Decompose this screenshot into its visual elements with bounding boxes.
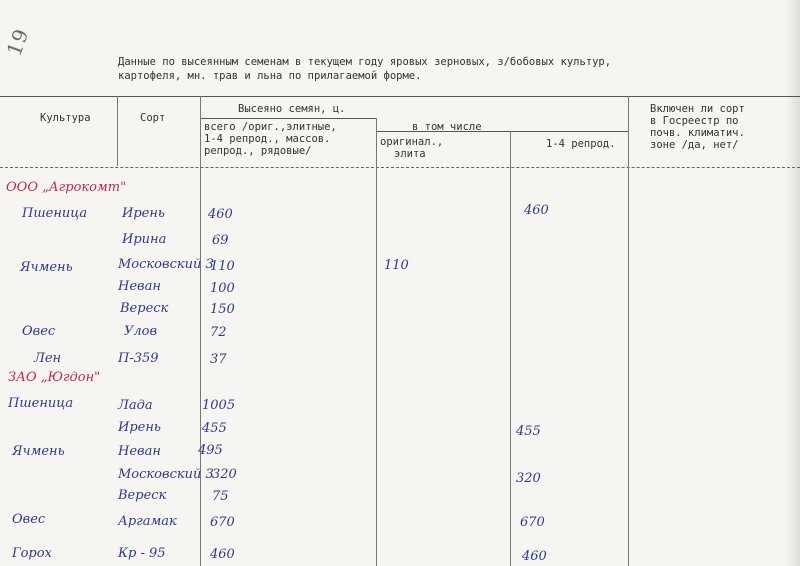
header-original-line-2: элита [394, 148, 426, 160]
row-3-variety: Московский 3 [118, 257, 214, 272]
row-7-total: 37 [210, 352, 227, 367]
row-11-variety: Московский 3 [118, 467, 214, 482]
row-7-culture: Лен [34, 351, 62, 366]
title-line-1: Данные по высеянным семенам в текущем году яровых зерновых, з/бобовых культур, [118, 56, 612, 68]
row-1-repro: 460 [524, 203, 549, 218]
row-11-repro: 320 [516, 471, 541, 486]
row-10-culture: Ячмень [12, 444, 65, 459]
col-divider-2 [200, 96, 201, 566]
row-6-culture: Овес [22, 324, 56, 339]
header-total-line-1: всего /ориг.,элитные, [204, 121, 337, 133]
table-top-rule [0, 96, 800, 97]
header-registry-line-3: почв. климатич. [650, 127, 745, 139]
org-name-1: ООО „Агрокомт" [6, 180, 127, 195]
row-10-total: 495 [198, 443, 223, 458]
row-14-culture: Горох [12, 546, 52, 561]
row-9-repro: 455 [516, 424, 541, 439]
row-4-total: 100 [210, 281, 235, 296]
row-14-total: 460 [210, 547, 235, 562]
page-number: 19 [1, 24, 34, 60]
header-sub-rule-left [200, 118, 376, 119]
row-1-total: 460 [208, 207, 233, 222]
row-7-variety: П-359 [118, 351, 159, 366]
row-13-culture: Овес [12, 512, 46, 527]
col-divider-5 [628, 96, 629, 566]
row-10-variety: Неван [118, 444, 161, 459]
row-12-variety: Вереск [118, 488, 167, 503]
row-12-total: 75 [212, 489, 229, 504]
col-divider-1 [117, 96, 118, 166]
col-divider-4 [510, 131, 511, 566]
header-registry-line-4: зоне /да, нет/ [650, 139, 739, 151]
header-original-line-1: оригинал., [380, 136, 444, 148]
row-6-total: 72 [210, 325, 227, 340]
header-bottom-rule [0, 167, 800, 168]
row-4-variety: Неван [118, 279, 161, 294]
header-incl: в том числе [412, 121, 482, 133]
row-5-total: 150 [210, 302, 235, 317]
header-total-line-2: 1-4 репрод., массов. [204, 133, 331, 145]
row-14-repro: 460 [522, 549, 547, 564]
row-3-total: 110 [210, 259, 235, 274]
row-13-repro: 670 [520, 515, 545, 530]
row-8-total: 1005 [202, 398, 236, 413]
col-divider-3 [376, 118, 377, 566]
row-9-total: 455 [202, 421, 227, 436]
page-edge-shadow [786, 0, 800, 566]
org-name-2: ЗАО „Югдон" [8, 370, 101, 385]
header-culture: Культура [40, 112, 91, 124]
header-registry-line-2: в Госреестр по [650, 115, 739, 127]
header-variety: Сорт [140, 112, 166, 124]
header-total-line-3: репрод., рядовые/ [204, 145, 312, 157]
row-9-variety: Ирень [118, 420, 161, 435]
row-8-variety: Лада [118, 398, 153, 413]
row-8-culture: Пшеница [8, 396, 74, 411]
title-line-2: картофеля, мн. трав и льна по прилагаемой форме. [118, 70, 422, 82]
row-11-total: 320 [212, 467, 237, 482]
row-6-variety: Улов [124, 324, 158, 339]
row-2-variety: Ирина [122, 232, 167, 247]
row-13-variety: Аргамак [118, 514, 177, 529]
row-1-variety: Ирень [122, 206, 165, 221]
row-3-culture: Ячмень [20, 260, 73, 275]
row-3-orig: 110 [384, 258, 409, 273]
header-registry-line-1: Включен ли сорт [650, 103, 745, 115]
row-13-total: 670 [210, 515, 235, 530]
row-2-total: 69 [212, 233, 229, 248]
header-repro: 1-4 репрод. [546, 138, 616, 150]
header-sown-seeds: Высеяно семян, ц. [238, 103, 346, 115]
row-5-variety: Вереск [120, 301, 169, 316]
row-1-culture: Пшеница [22, 206, 88, 221]
row-14-variety: Кр - 95 [118, 546, 166, 561]
